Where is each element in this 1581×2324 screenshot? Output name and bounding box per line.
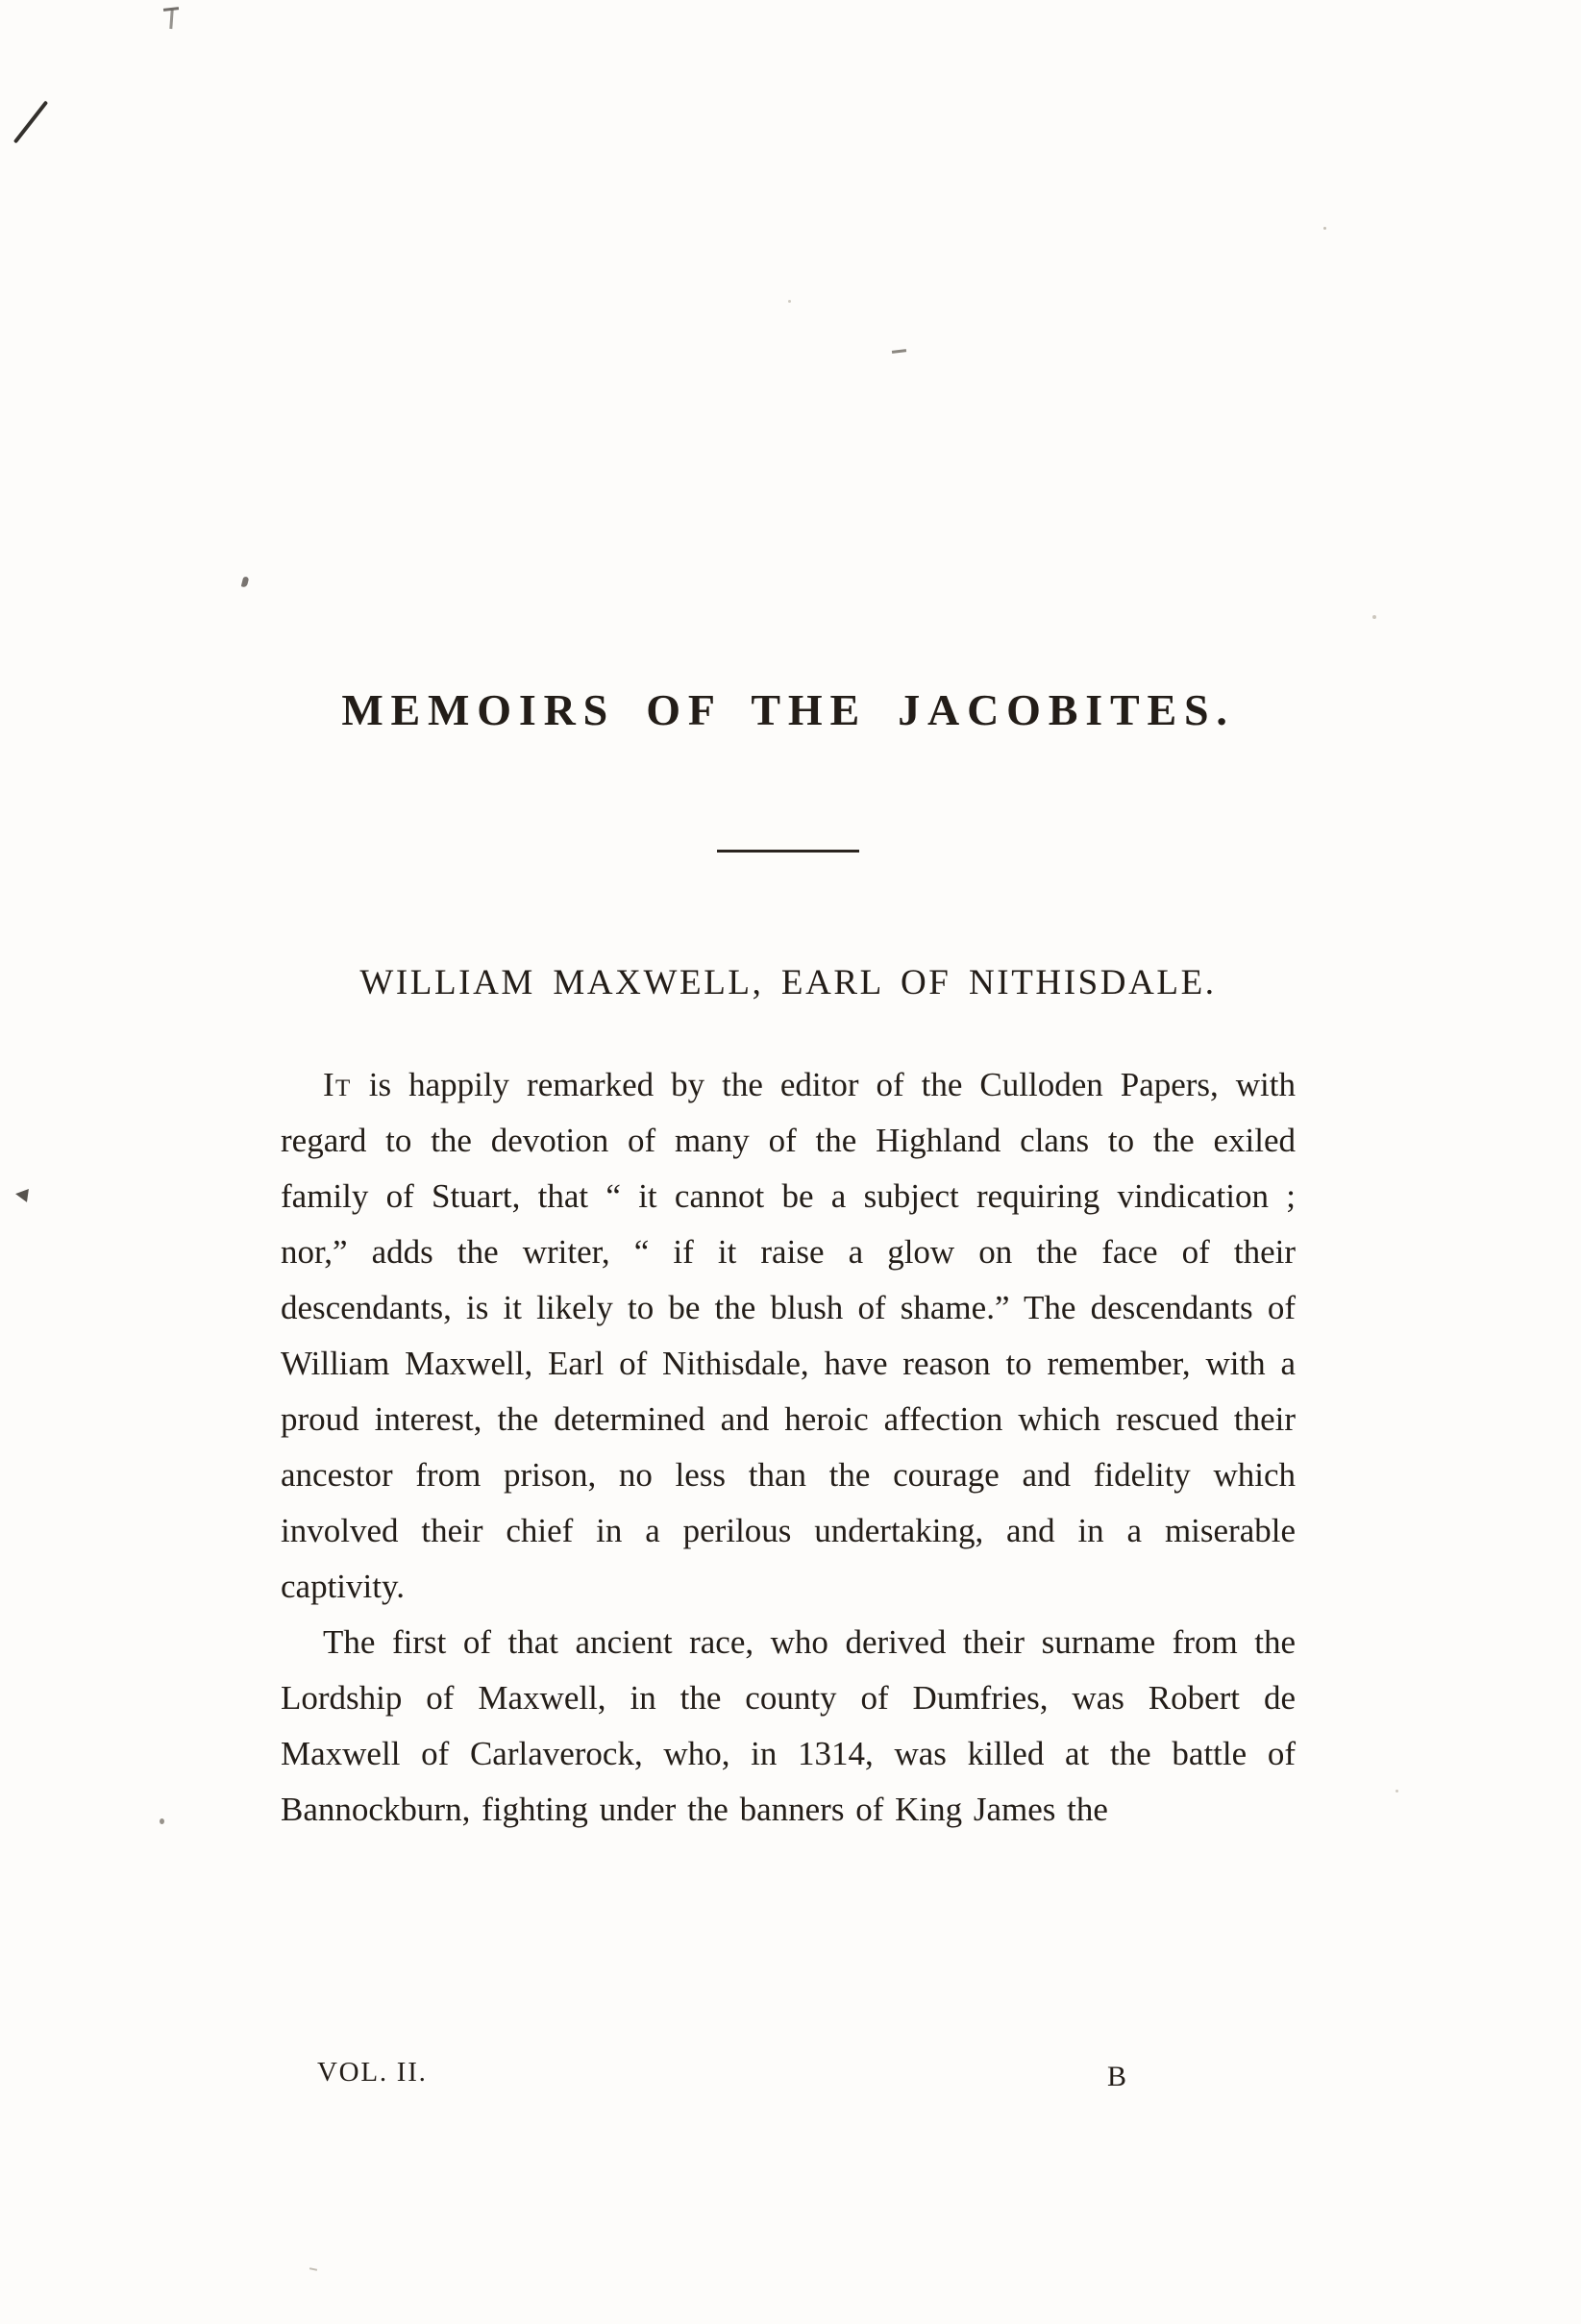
scan-artifact-dot <box>1323 227 1326 230</box>
scan-artifact-dot <box>309 2267 317 2271</box>
book-title: MEMOIRS OF THE JACOBITES. <box>341 685 1235 734</box>
scan-artifact-dot <box>1396 1790 1398 1792</box>
scan-artifact-pencil-mark <box>169 10 173 29</box>
scan-artifact-dot <box>1372 615 1376 619</box>
paragraph-2: The first of that ancient race, who derived their surname from the Lordship of Maxwell, in the county of Dumfries, was Robert de Maxwell of Carlaverock, who, in 1314, was killed at the battle of Bannockburn, fighting under the banners of King James the <box>281 1622 1296 1828</box>
scan-artifact-diagonal-stroke <box>13 100 48 143</box>
volume-label: VOL. II. <box>317 2057 428 2088</box>
paragraph-1-text: is happily remarked by the editor of the Culloden Papers, with regard to the devotion of many of the Highland clans to the exiled family of Stuart, that “ it cannot be a subject requiring vindication ; nor,” adds the writer, “ if it raise a glow on the face of their descendants, is it likely to be the blush of shame.” The descendants of William Maxwell, Earl of Nithisdale, have reason to remember, with a proud interest, the determined and heroic affection which rescued their ancestor from prison, no less than the courage and fidelity which involved their chief in a perilous undertaking, and in a miserable captivity. <box>281 1065 1297 1605</box>
signature-mark: B <box>1107 2061 1127 2092</box>
paragraph-1 <box>281 1057 1296 1615</box>
text-block <box>281 0 1296 1838</box>
scan-artifact-dot <box>160 1818 164 1824</box>
scan-artifact-speck <box>241 576 249 587</box>
scan-artifact-tick <box>14 1187 29 1202</box>
body-text <box>281 1057 1296 1838</box>
chapter-heading: WILLIAM MAXWELL, EARL OF NITHISDALE. <box>359 963 1217 1002</box>
lead-word: It <box>323 1065 352 1103</box>
